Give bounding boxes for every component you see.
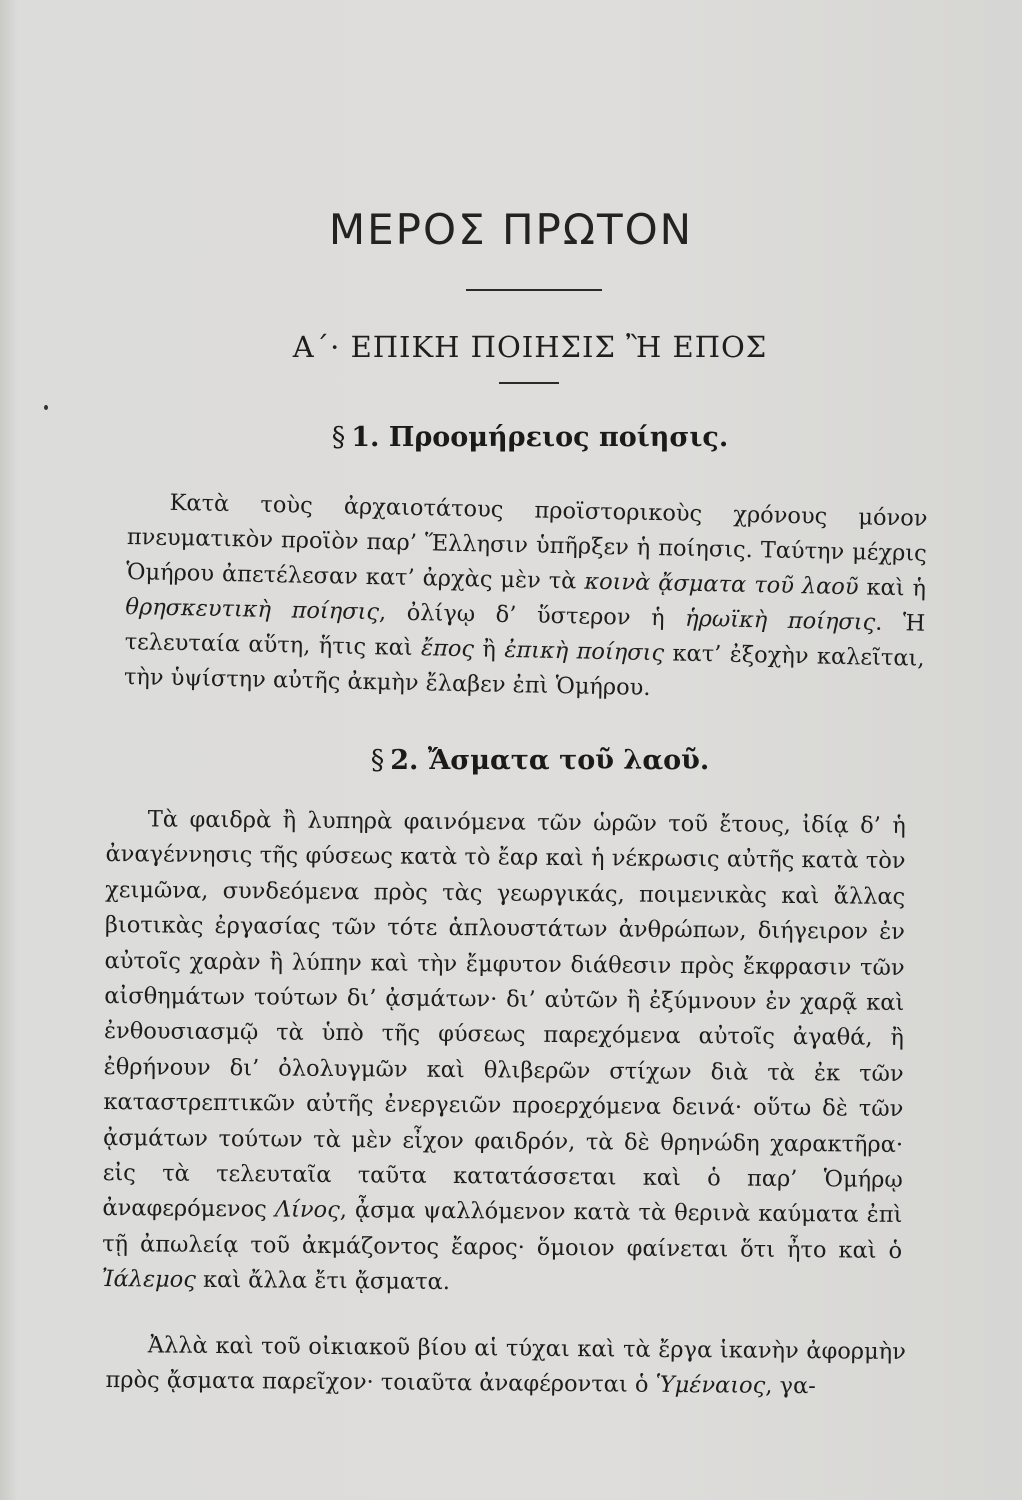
text-run: . Ἡ τελευταία αὕτη, ἥτις καὶ [124,609,926,662]
section-heading [0,745,1022,776]
emphasis-run: ἐπικὴ ποίησις [504,636,665,667]
ink-speck [44,405,48,410]
text-run: , γα- [765,1373,816,1400]
text-run: Κατὰ τοὺς ἀρχαιοτάτους προϊστορικοὺς χρόνους μόνον πνευματικὸν προϊὸν παρ’ Ἕλλησιν ὑπῆρξεν ἡ ποίησις. Ταύτην μέχρις Ὁμήρου ἀπετέλεσαν κατ’ ἀρχὰς μὲν τὰ [125,489,928,595]
text-run: καὶ ἄλλα ἔτι ᾄσματα. [195,1267,451,1296]
part-title: ΜΕΡΟΣ ΠΡΩΤΟΝ [328,205,694,254]
text-run: , ᾆσμα ψαλλόμενον κατὰ τὰ θερινὰ καύματα ἐπὶ τῇ ἀπωλείᾳ τοῦ ἀκμάζοντος ἔαρος· ὅμοιον φαίνεται ὅτι ἦτο καὶ ὁ [102,1197,903,1264]
emphasis-run: ἡρωϊκὴ ποίησις [684,605,876,636]
text-run: ἢ [473,636,505,663]
text-run: Ἀλλὰ καὶ τοῦ οἰκιακοῦ βίου αἱ τύχαι καὶ τὰ ἔργα ἱκανὴν ἀφορμὴν πρὸς ᾄσματα παρεῖχον· τοιαῦτα ἀναφέρονται ὁ [105,1332,906,1399]
emphasis-run: Λίνος [274,1196,340,1224]
paragraph [124,485,928,712]
section-mark: § [370,745,385,776]
chapter-title: Α΄· ΕΠΙΚΗ ΠΟΙΗΣΙΣ Ἢ ΕΠΟΣ [292,330,768,364]
section-title: 1. Προομήρειος ποίησις. [351,422,729,453]
emphasis-run: Ἰάλεμος [101,1266,196,1294]
paragraph [105,1328,906,1406]
section-heading [0,422,1022,453]
text-run: , ὀλίγῳ δ’ ὕστερον ἡ [378,599,686,632]
section-title: 2. Ἄσματα τοῦ λαοῦ. [390,745,710,776]
emphasis-run: θρησκευτικὴ ποίησις [125,593,380,626]
chapter-rule [499,382,559,384]
title-rule [466,289,602,291]
text-run: καὶ ἡ [858,574,927,602]
emphasis-run: ἔπος [420,635,475,663]
emphasis-run: κοινὰ ᾄσματα τοῦ λαοῦ [584,568,859,601]
section-mark: § [331,422,346,453]
text-run: Τὰ φαιδρὰ ἢ λυπηρὰ φαινόμενα τῶν ὡρῶν τοῦ ἔτους, ἰδίᾳ δ’ ἡ ἀναγέννησις τῆς φύσεως κατὰ τὸ ἔαρ καὶ ἡ νέκρωσις αὐτῆς κατὰ τὸν χειμῶνα, συνδεόμενα πρὸς τὰς γεωργικάς, ποιμενικὰς καὶ ἄλλας βιοτικὰς ἐργασίας τῶν τότε ἁπλουστάτων ἀνθρώπων, διήγειρον ἐν αὐτοῖς χαρὰν ἢ λύπην καὶ τὴν ἔμφυτον διάθεσιν πρὸς ἔκφρασιν τῶν αἰσθημάτων τούτων δι’ ᾀσμάτων· δι’ αὐτῶν ἢ ἐξύμνουν ἐν χαρᾷ καὶ ἐνθουσιασμῷ τὰ ὑπὸ τῆς φύσεως παρεχόμενα αὐτοῖς ἀγαθά, ἢ ἐθρήνουν δι’ ὀλολυγμῶν καὶ θλιβερῶν στίχων διὰ τὰ ἐκ τῶν καταστρεπτικῶν αὐτῆς ἐνεργειῶν προερχόμενα δεινά· οὕτω δὲ τῶν ᾀσμάτων τούτων τὰ μὲν εἶχον φαιδρόν, τὰ δὲ θρηνώδη χαρακτῆρα· εἰς τὰ τελευταῖα ταῦτα κατατάσσεται καὶ ὁ παρ’ Ὁμήρῳ ἀναφερόμενος [102,806,906,1223]
emphasis-run: Ὑμέναιος [655,1372,766,1400]
paragraph [102,802,906,1305]
text-run: κατ’ ἐξοχὴν καλεῖται, τὴν ὑψίστην αὐτῆς ἀκμὴν ἔλαβεν ἐπὶ Ὁμήρου. [123,640,925,701]
